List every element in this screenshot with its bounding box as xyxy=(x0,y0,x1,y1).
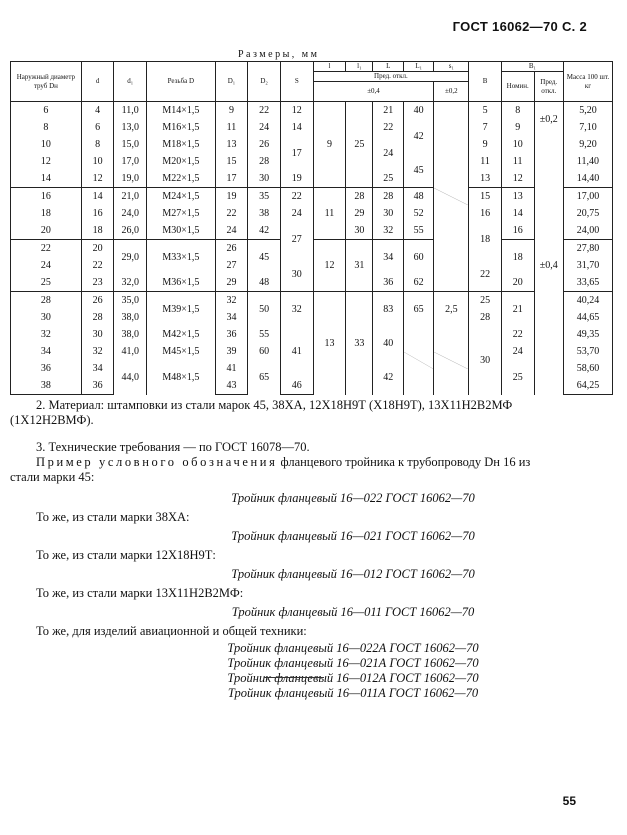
table-cell: 43 xyxy=(215,377,248,395)
table-cell: 40 xyxy=(373,326,403,360)
table-cell: 24 xyxy=(215,222,248,240)
table-cell: 14 xyxy=(501,205,534,222)
col-header-B1: B₁ xyxy=(501,62,563,72)
table-cell: 36 xyxy=(11,360,82,377)
table-cell: 13 xyxy=(313,292,346,395)
table-cell: 24 xyxy=(501,343,534,360)
table-cell: 33,65 xyxy=(563,274,612,292)
table-cell: 62 xyxy=(403,274,433,292)
table-cell: 30 xyxy=(373,205,403,222)
table-cell: 24 xyxy=(11,257,82,274)
table-cell: 36 xyxy=(373,274,403,292)
table-cell: 32,0 xyxy=(114,274,147,292)
table-cell: 55 xyxy=(248,326,281,343)
table-cell: 38 xyxy=(248,205,281,222)
table-cell: 30 xyxy=(469,326,502,395)
table-cell: 19,0 xyxy=(114,170,147,188)
table-cell: 25 xyxy=(346,102,373,188)
designation-examples: Тройник фланцевый 16—022 ГОСТ 16062—70 То же, из стали марки 38ХА: Тройник фланцевый 16—021 ГОСТ 16062—70 То же, из стали марки 12Х18Н9Т: Тройник фланцевый 16—012 ГОСТ 16062—70 То же, из стали марки 13Х11Н2В2МФ: Тройник фланцевый 16—011 ГОСТ 16062—70 То же, для изделий авиационной и общей техники: Тройник фланцевый 16—022А ГОСТ 16062—70 Тройник фланцевый 16—021А ГОСТ 16062—70 Тройник фланцевый 16—012А ГОСТ 16062—70 Тройник фланцевый 16—011А ГОСТ 16062—70 xyxy=(36,491,479,700)
table-cell: 42 xyxy=(403,119,433,153)
table-cell: 24 xyxy=(248,119,281,136)
table-cell: 9,20 xyxy=(563,136,612,153)
table-cell: 20,75 xyxy=(563,205,612,222)
table-cell: М30×1,5 xyxy=(147,222,216,240)
table-row xyxy=(11,136,613,153)
table-cell: М27×1,5 xyxy=(147,205,216,222)
table-cell: 16 xyxy=(469,205,502,222)
table-cell: 12 xyxy=(81,170,114,188)
col-header-d: d xyxy=(81,62,114,102)
table-cell: 42 xyxy=(248,222,281,240)
col-header-d1: d₁ xyxy=(114,62,147,102)
table-cell: 26,0 xyxy=(114,222,147,240)
table-cell: 40,24 xyxy=(563,292,612,310)
table-cell: 34 xyxy=(215,309,248,326)
table-cell: 41 xyxy=(215,360,248,377)
table-cell: 21 xyxy=(373,102,403,120)
col-header-tolerance-2: ±0,2 xyxy=(434,82,469,102)
table-cell: 15 xyxy=(469,188,502,206)
document-reference: ГОСТ 16062—70 С. 2 xyxy=(452,19,587,34)
table-cell: 16 xyxy=(501,222,534,240)
table-cell: 18 xyxy=(81,222,114,240)
table-cell: 19 xyxy=(215,188,248,206)
table-cell: 27 xyxy=(215,257,248,274)
table-cell: 5 xyxy=(469,102,502,120)
table-cell: М48×1,5 xyxy=(147,360,216,395)
table-cell: 13,0 xyxy=(114,119,147,136)
table-cell: 30 xyxy=(346,222,373,240)
table-cell: 17,00 xyxy=(563,188,612,206)
table-cell: 17,0 xyxy=(114,153,147,170)
table-cell: М18×1,5 xyxy=(147,136,216,153)
table-cell: 22 xyxy=(469,257,502,292)
table-cell: 21 xyxy=(501,292,534,327)
table-cell: М39×1,5 xyxy=(147,292,216,327)
col-header-l: l xyxy=(313,62,346,72)
table-cell: 58,60 xyxy=(563,360,612,377)
table-cell: 9 xyxy=(313,102,346,188)
table-cell: 41 xyxy=(280,326,313,377)
table-cell: 26 xyxy=(248,136,281,153)
table-cell: 46 xyxy=(280,377,313,395)
table-cell: 8 xyxy=(501,102,534,120)
col-header-nomin: Номин. xyxy=(501,72,534,102)
table-cell: 32 xyxy=(280,292,313,327)
table-cell: 22 xyxy=(248,102,281,120)
table-cell: 48 xyxy=(248,274,281,292)
diagonal-blank xyxy=(434,102,469,292)
table-row xyxy=(11,326,613,343)
table-cell: 10 xyxy=(81,153,114,170)
table-cell: 11,0 xyxy=(114,102,147,120)
table-cell: М36×1,5 xyxy=(147,274,216,292)
table-cell: 9 xyxy=(469,136,502,153)
table-cell: 34 xyxy=(11,343,82,360)
table-cell: 18 xyxy=(469,222,502,257)
table-cell: 60 xyxy=(248,343,281,360)
table-cell: 24 xyxy=(373,136,403,170)
table-cell: 14 xyxy=(11,170,82,188)
table-cell: 13 xyxy=(501,188,534,206)
table-cell: М45×1,5 xyxy=(147,343,216,360)
table-cell: 14 xyxy=(81,188,114,206)
table-cell: 22 xyxy=(11,240,82,258)
col-header-s1: s₁ xyxy=(434,62,469,72)
table-cell: 12 xyxy=(501,170,534,188)
table-cell: 52 xyxy=(403,205,433,222)
table-cell: 12 xyxy=(11,153,82,170)
table-caption: Размеры, мм xyxy=(238,49,320,60)
note-material: 2. Материал: штамповки из стали марок 45, 38ХА, 12Х18Н9Т (Х18Н9Т), 13Х11Н2В2МФ (1Х12Н2ВМФ). xyxy=(10,398,513,427)
table-cell: 33 xyxy=(346,292,373,395)
table-cell: 20 xyxy=(501,274,534,292)
table-cell: 14,40 xyxy=(563,170,612,188)
table-cell: 25 xyxy=(11,274,82,292)
col-header-D1: D₁ xyxy=(215,62,248,102)
table-cell: 14 xyxy=(280,119,313,136)
table-cell: 5,20 xyxy=(563,102,612,120)
table-cell: 11 xyxy=(469,153,502,170)
table-cell: 2,5 xyxy=(434,292,469,327)
table-cell: 22 xyxy=(280,188,313,206)
table-cell: 36 xyxy=(81,377,114,395)
table-cell: 34 xyxy=(81,360,114,377)
col-header-L: L xyxy=(373,62,403,72)
table-cell: 55 xyxy=(403,222,433,240)
table-cell: 41,0 xyxy=(114,343,147,360)
table-cell: М14×1,5 xyxy=(147,102,216,120)
table-cell: 22 xyxy=(501,326,534,343)
note-tech: 3. Технические требования — по ГОСТ 16078—70. Пример условного обозначения фланцевого тройника к трубопроводу Dн 16 из стали марки 45: xyxy=(10,440,531,484)
table-cell: 29 xyxy=(215,274,248,292)
table-cell: 6 xyxy=(11,102,82,120)
table-cell: 8 xyxy=(11,119,82,136)
table-cell: 13 xyxy=(469,170,502,188)
table-cell: 20 xyxy=(81,240,114,258)
table-cell: 35,0 xyxy=(114,292,147,310)
table-row xyxy=(11,170,613,188)
table-cell: 38 xyxy=(11,377,82,395)
table-cell: 16 xyxy=(81,205,114,222)
table-cell: М33×1,5 xyxy=(147,240,216,275)
table-cell: 15,0 xyxy=(114,136,147,153)
page-number: 55 xyxy=(562,794,576,808)
table-cell: 28 xyxy=(248,153,281,170)
table-cell: 45 xyxy=(248,240,281,275)
table-cell: 44,65 xyxy=(563,309,612,326)
table-cell: М22×1,5 xyxy=(147,170,216,188)
table-cell: 30 xyxy=(81,326,114,343)
table-cell: 42 xyxy=(373,360,403,395)
table-row xyxy=(11,102,613,120)
table-cell: 28 xyxy=(81,309,114,326)
table-cell: 48 xyxy=(403,188,433,206)
table-cell: 17 xyxy=(215,170,248,188)
table-cell: 9 xyxy=(215,102,248,120)
table-cell: 20 xyxy=(11,222,82,240)
table-cell: 44,0 xyxy=(114,360,147,395)
table-cell: 23 xyxy=(81,274,114,292)
table-cell: 28 xyxy=(469,309,502,326)
table-cell: 22 xyxy=(215,205,248,222)
table-cell: 35 xyxy=(248,188,281,206)
table-cell: 65 xyxy=(403,292,433,327)
diagonal-blank xyxy=(403,326,433,395)
table-cell: 8 xyxy=(81,136,114,153)
table-cell: 34 xyxy=(373,240,403,275)
table-cell: 39 xyxy=(215,343,248,360)
col-header-pred-otkl: Пред. откл. xyxy=(313,72,469,82)
table-cell: 53,70 xyxy=(563,343,612,360)
table-cell: 26 xyxy=(215,240,248,258)
diagonal-blank xyxy=(434,326,469,395)
table-cell: М16×1,5 xyxy=(147,119,216,136)
table-cell: 7 xyxy=(469,119,502,136)
col-header-dn: Наружный диаметр труб Dн xyxy=(11,62,82,102)
table-cell: 13 xyxy=(215,136,248,153)
table-row xyxy=(11,292,613,310)
col-header-l1: l₁ xyxy=(346,62,373,72)
table-cell: 10 xyxy=(11,136,82,153)
table-row xyxy=(11,222,613,240)
table-cell: 9 xyxy=(501,119,534,136)
table-cell: 28 xyxy=(346,188,373,206)
table-cell: 50 xyxy=(248,292,281,327)
table-cell: 49,35 xyxy=(563,326,612,343)
table-cell: 64,25 xyxy=(563,377,612,395)
table-cell: 29 xyxy=(346,205,373,222)
table-cell: 31,70 xyxy=(563,257,612,274)
table-row xyxy=(11,205,613,222)
table-cell: 27,80 xyxy=(563,240,612,258)
table-cell: 45 xyxy=(403,153,433,188)
col-header-mass: Масса 100 шт. кг xyxy=(563,62,612,102)
table-cell: 15 xyxy=(215,153,248,170)
col-header-tolerance-1: ±0,4 xyxy=(313,82,434,102)
table-cell: 25 xyxy=(469,292,502,310)
table-cell: 30 xyxy=(11,309,82,326)
table-cell: 16 xyxy=(11,188,82,206)
table-cell: 22 xyxy=(373,119,403,136)
table-cell: 40 xyxy=(403,102,433,120)
table-cell: 24 xyxy=(280,205,313,222)
table-cell: 28 xyxy=(11,292,82,310)
table-cell: 26 xyxy=(81,292,114,310)
divider xyxy=(264,677,324,678)
table-cell: 32 xyxy=(373,222,403,240)
col-header-B: B xyxy=(469,62,502,102)
table-cell: 30 xyxy=(248,170,281,188)
table-cell: 28 xyxy=(373,188,403,206)
table-cell: ±0,4 xyxy=(534,136,563,395)
table-cell: 32 xyxy=(215,292,248,310)
table-cell: 17 xyxy=(280,136,313,170)
table-cell: 11 xyxy=(215,119,248,136)
table-cell: 27 xyxy=(280,222,313,257)
table-cell: 24,00 xyxy=(563,222,612,240)
table-cell: 24,0 xyxy=(114,205,147,222)
table-cell: 29,0 xyxy=(114,240,147,275)
table-cell: 19 xyxy=(280,170,313,188)
table-cell: ±0,2 xyxy=(534,102,563,137)
table-cell: 22 xyxy=(81,257,114,274)
table-cell: 18 xyxy=(11,205,82,222)
col-header-D2: D₂ xyxy=(248,62,281,102)
table-cell: 38,0 xyxy=(114,326,147,343)
table-cell: 12 xyxy=(313,240,346,292)
table-cell: 21,0 xyxy=(114,188,147,206)
table-cell: 36 xyxy=(215,326,248,343)
table-row xyxy=(11,119,613,136)
table-cell: 6 xyxy=(81,119,114,136)
table-cell: 11 xyxy=(501,153,534,170)
col-header-thread: Резьба D xyxy=(147,62,216,102)
table-cell: 65 xyxy=(248,360,281,395)
table-cell: 30 xyxy=(280,257,313,292)
table-cell: 32 xyxy=(11,326,82,343)
table-cell: 12 xyxy=(280,102,313,120)
table-cell: 31 xyxy=(346,240,373,292)
table-cell: 38,0 xyxy=(114,309,147,326)
table-cell: 25 xyxy=(373,170,403,188)
table-cell: 4 xyxy=(81,102,114,120)
table-cell: М24×1,5 xyxy=(147,188,216,206)
table-cell: М42×1,5 xyxy=(147,326,216,343)
table-cell: 83 xyxy=(373,292,403,327)
table-cell: 11,40 xyxy=(563,153,612,170)
table-cell: 32 xyxy=(81,343,114,360)
table-cell: 18 xyxy=(501,240,534,275)
table-cell: 11 xyxy=(313,188,346,240)
table-cell: 60 xyxy=(403,240,433,275)
col-header-pred-otkl-b1: Пред. откл. xyxy=(534,72,563,102)
table-cell: 10 xyxy=(501,136,534,153)
table-row xyxy=(11,188,613,206)
table-cell: 25 xyxy=(501,360,534,395)
dimensions-table xyxy=(10,61,613,395)
col-header-L1: L₁ xyxy=(403,62,433,72)
table-cell: 7,10 xyxy=(563,119,612,136)
table-cell: М20×1,5 xyxy=(147,153,216,170)
col-header-S: S xyxy=(280,62,313,102)
